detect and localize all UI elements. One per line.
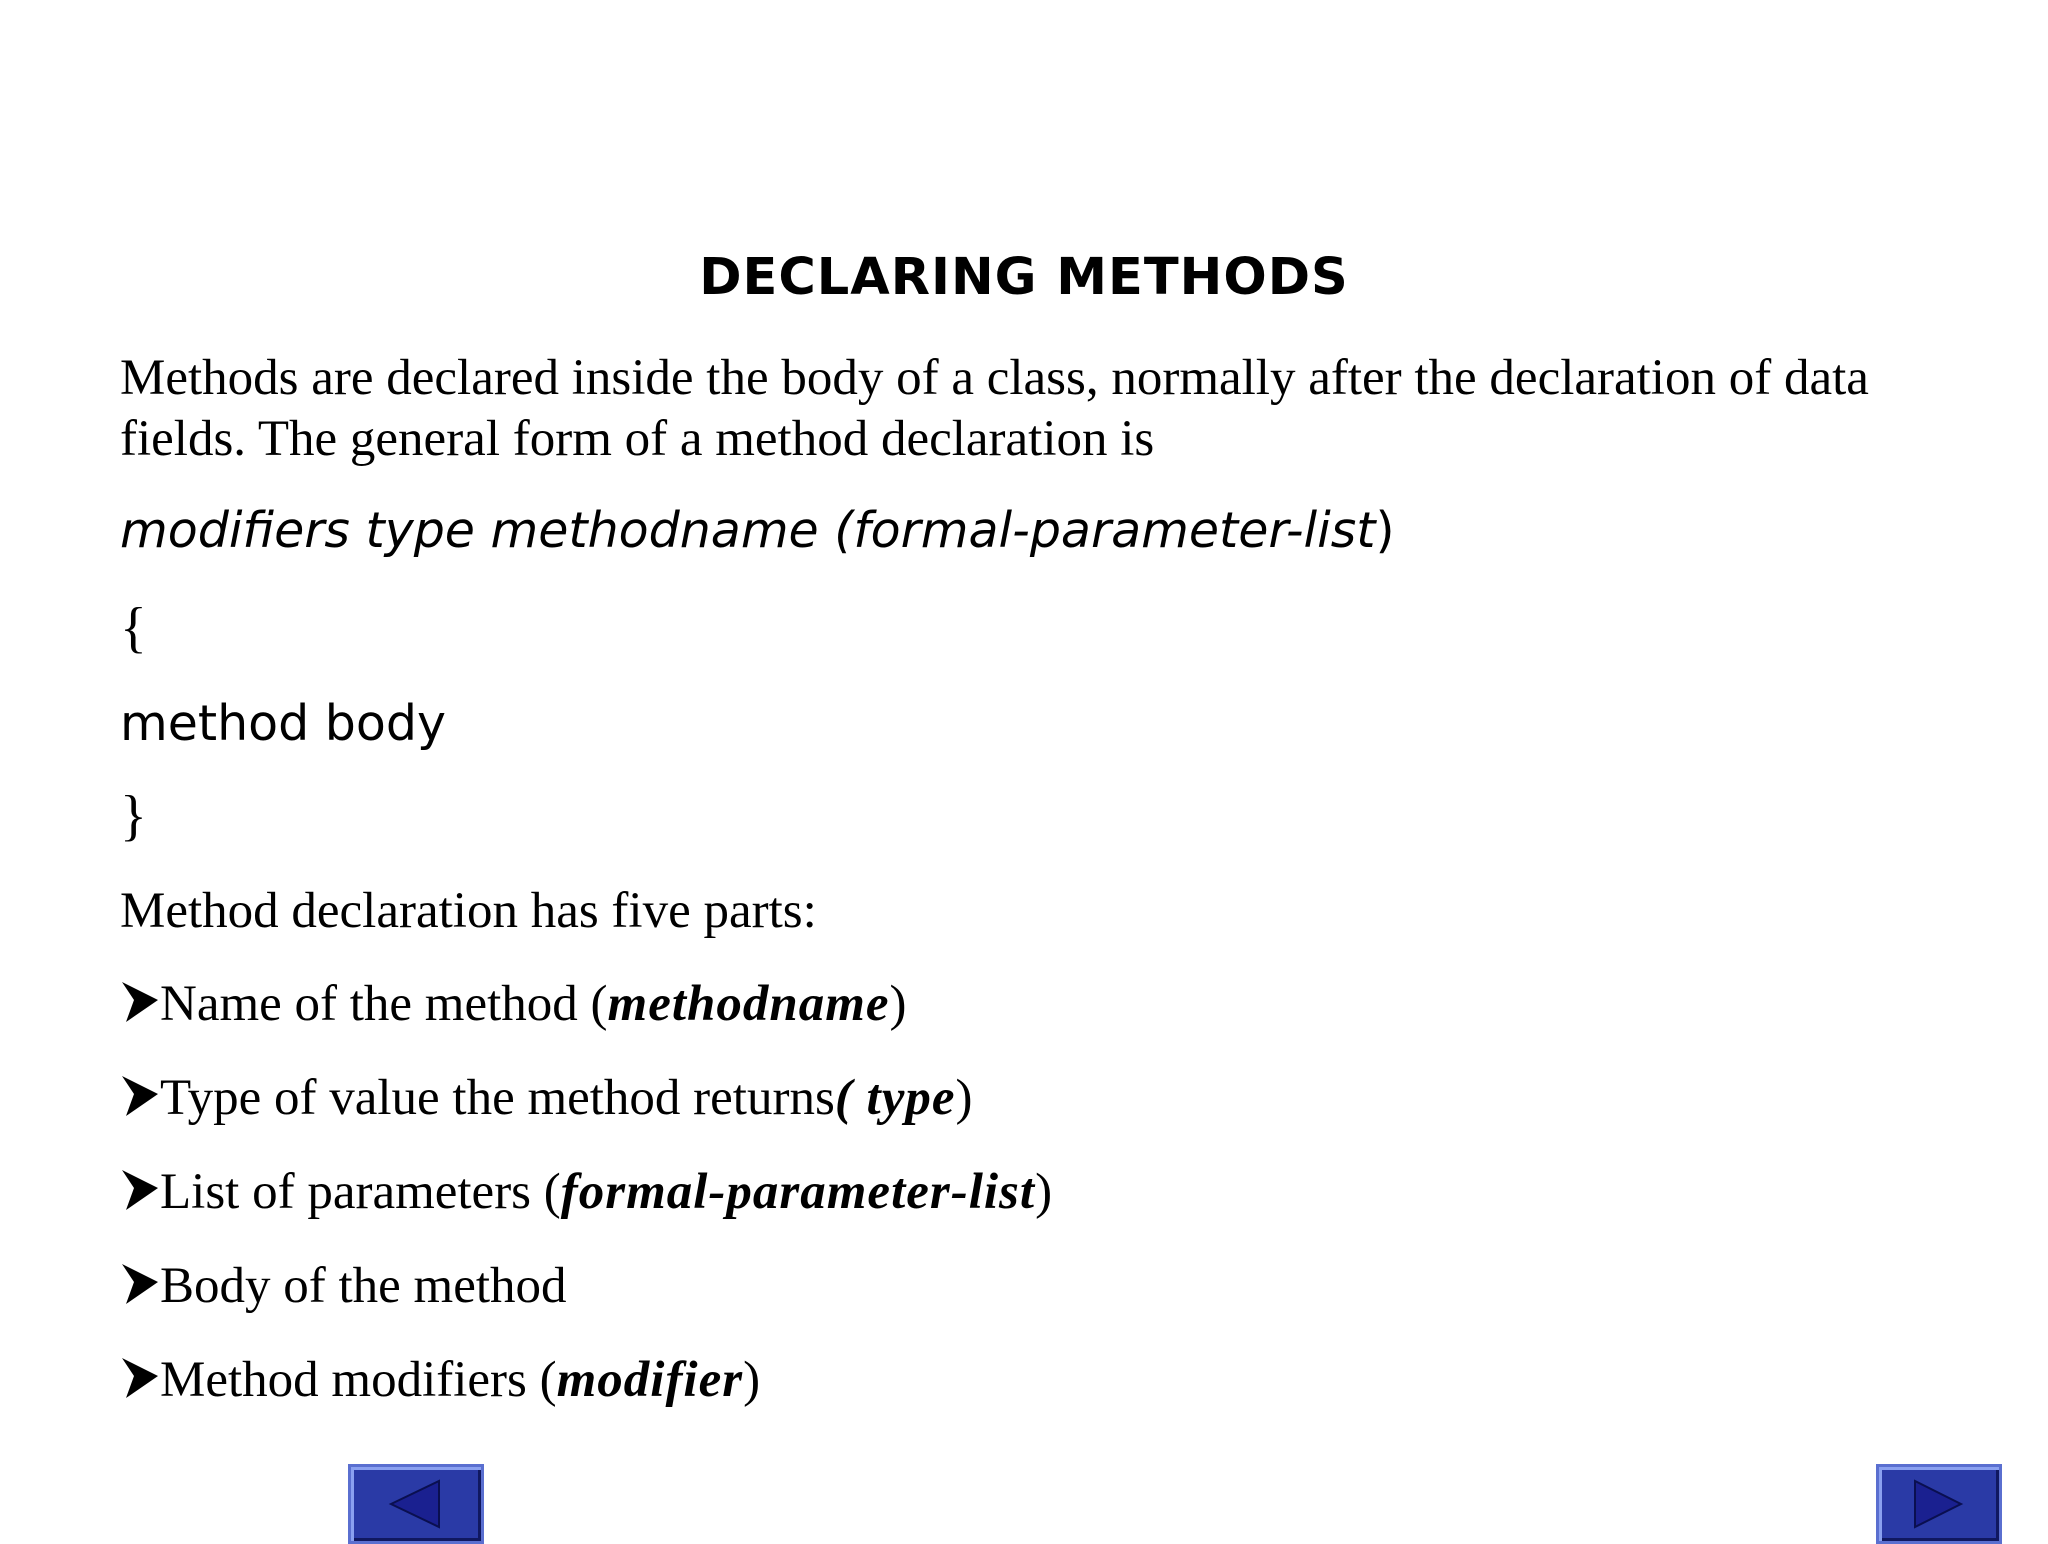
part-term: ( type: [834, 1070, 956, 1126]
signature-close-paren: ): [1375, 502, 1395, 559]
parts-intro: Method declaration has five parts:: [120, 883, 817, 939]
part-text: Method modifiers (: [160, 1352, 557, 1408]
bullet-arrow-icon: [120, 1166, 160, 1214]
list-item: [120, 974, 1052, 1068]
close-brace: }: [120, 785, 147, 847]
list-item: [120, 1162, 1052, 1256]
part-term: modifier: [556, 1352, 744, 1408]
bullet-arrow-icon: [120, 1072, 160, 1120]
triangle-right-icon: [1879, 1467, 1999, 1541]
bullet-arrow-icon: [120, 1354, 160, 1402]
syntax-signature: [120, 502, 1395, 559]
method-body-text: method body: [120, 695, 446, 752]
list-item: [120, 1068, 1052, 1162]
part-text: Type of value the method returns: [160, 1070, 835, 1126]
previous-slide-button[interactable]: [348, 1464, 484, 1544]
triangle-left-icon: [351, 1467, 481, 1541]
next-slide-button[interactable]: [1876, 1464, 2002, 1544]
bullet-arrow-icon: [120, 978, 160, 1026]
part-term: methodname: [607, 976, 890, 1032]
part-suffix: ): [889, 976, 907, 1032]
part-text: Name of the method (: [160, 976, 608, 1032]
intro-paragraph: Methods are declared inside the body of a class, normally after the declaration of data fields. The general form of a method declaration is: [120, 350, 1869, 467]
open-brace: {: [120, 597, 147, 659]
list-item: [120, 1350, 1052, 1444]
list-item: [120, 1256, 1052, 1350]
bullet-arrow-icon: [120, 1260, 160, 1308]
part-suffix: ): [955, 1070, 973, 1126]
signature-text: modifiers type methodname (formal-parameter-list: [120, 502, 1376, 559]
part-suffix: ): [1035, 1164, 1053, 1220]
part-text: List of parameters (: [160, 1164, 561, 1220]
part-suffix: ): [743, 1352, 761, 1408]
parts-list: [120, 974, 1052, 1444]
slide-title: DECLARING METHODS: [699, 248, 1349, 307]
part-text: Body of the method: [160, 1258, 567, 1314]
part-term: formal-parameter-list: [560, 1164, 1036, 1220]
